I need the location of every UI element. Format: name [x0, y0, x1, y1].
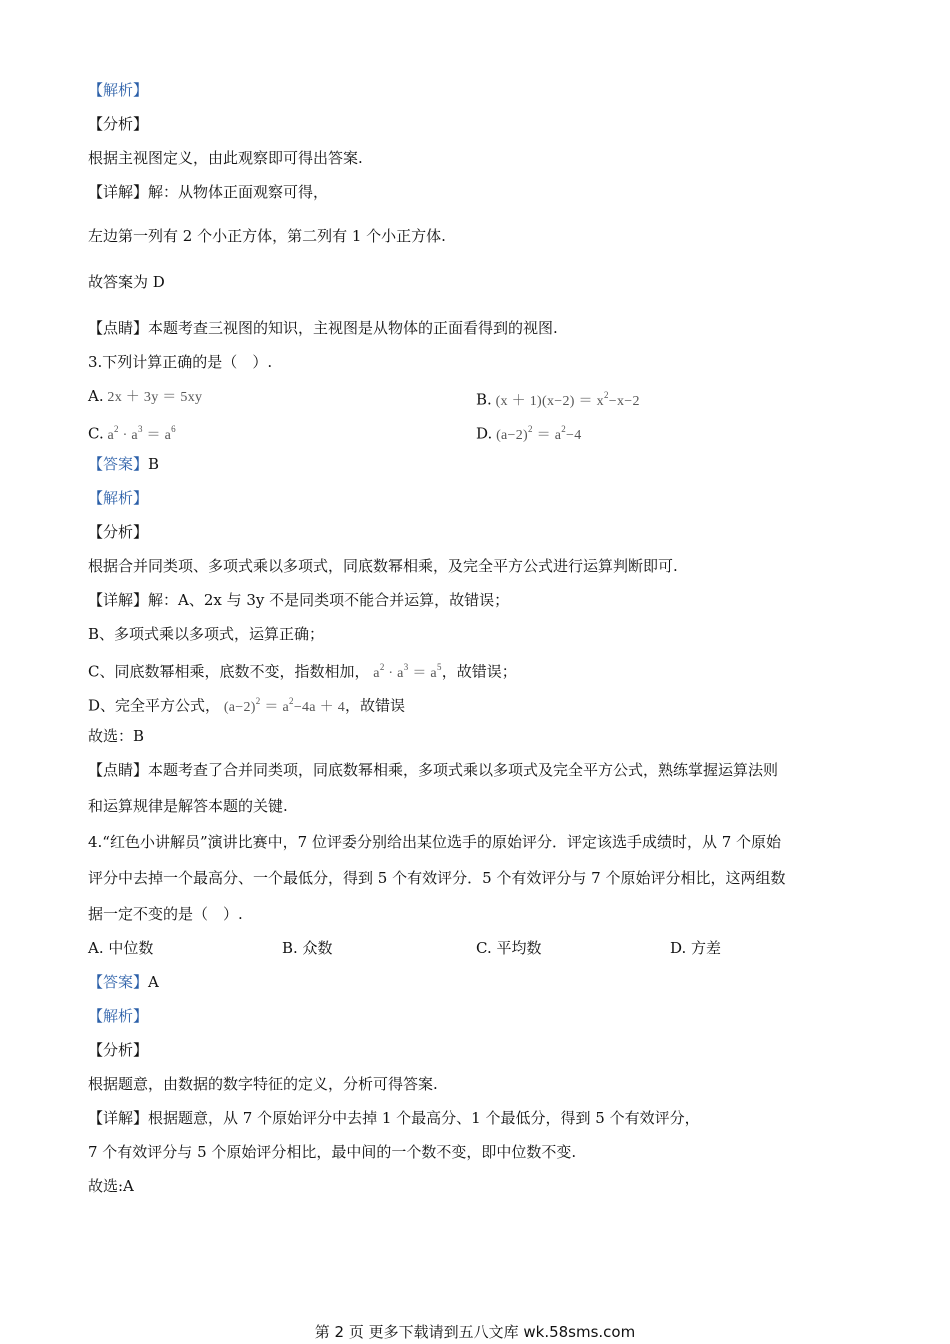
q3-option-b-label: B. [476, 390, 492, 409]
q3-choose: 故选：B [88, 727, 145, 745]
q4-fenxi-label: 【分析】 [88, 1041, 149, 1059]
q4-option-d: D. 方差 [670, 939, 722, 957]
q2-fenxi-text: 根据主视图定义，由此观察即可得出答案. [88, 149, 363, 167]
q3-xiangjie-label: 【详解】 [88, 591, 149, 609]
q3-option-a [88, 386, 202, 408]
q2-jiexi-label: 【解析】 [88, 81, 149, 99]
q2-dianjing-text: 本题考查三视图的知识，主视图是从物体的正面看得到的视图. [148, 319, 558, 337]
q3-option-a-formula: 2x ＋ 3y ＝ 5xy [103, 390, 203, 405]
q3-option-d-label: D. [476, 424, 493, 443]
q3-answer [88, 454, 159, 474]
q4-xiangjie-text: 根据题意，从 7 个原始评分中去掉 1 个最高分、1 个最低分，得到 5 个有效评分， [148, 1109, 700, 1127]
q3-d-line-tail: ，故错误 [345, 696, 406, 715]
q3-option-b-formula: $(x + 1)(x-2) = x^2-x-2$ [491, 390, 640, 409]
q3-fenxi-label: 【分析】 [88, 523, 149, 541]
q2-answer-line: 故答案为 D [88, 273, 165, 291]
q3-xiangjie-text: 解：A、2x 与 3y 不是同类项不能合并运算，故错误； [148, 591, 510, 609]
q3-fenxi-text: 根据合并同类项、多项式乘以多项式，同底数幂相乘，及完全平方公式进行运算判断即可. [88, 557, 678, 575]
q2-xiangjie-text: 解：从物体正面观察可得， [148, 183, 329, 201]
q3-option-b [476, 386, 640, 412]
q3-option-a-label: A. [88, 387, 104, 405]
q3-dianjing-text: 本题考查了合并同类项，同底数幂相乘，多项式乘以多项式及完全平方公式，熟练掌握运算法则 [148, 761, 779, 779]
q2-xiangjie-line2: 左边第一列有 2 个小正方体，第二列有 1 个小正方体. [88, 227, 446, 245]
q3-answer-value: B [148, 455, 160, 473]
q3-d-line [88, 692, 405, 718]
q2-xiangjie-label: 【详解】 [88, 183, 149, 201]
q3-c-line-tail: ，故错误； [441, 662, 517, 681]
q4-choose: 故选:A [88, 1177, 134, 1195]
q4-jiexi-label: 【解析】 [88, 1007, 149, 1025]
q2-xiangjie [88, 182, 328, 202]
q3-dianjing-label: 【点睛】 [88, 761, 149, 779]
q3-d-line-text: D、完全平方公式， [88, 696, 221, 715]
q4-answer [88, 972, 159, 992]
q4-stem-line1: 4.“红色小讲解员”演讲比赛中，7 位评委分别给出某位选手的原始评分．评定该选手成绩时，从 7 个原始 [88, 833, 782, 851]
q3-dianjing-line2: 和运算规律是解答本题的关键. [88, 797, 288, 815]
q3-c-line [88, 658, 517, 684]
q4-answer-value: A [148, 973, 159, 991]
q4-answer-label: 【答案】 [88, 973, 149, 991]
q4-option-b: B. 众数 [282, 939, 333, 957]
q3-xiangjie [88, 590, 509, 610]
q3-option-c [88, 420, 176, 446]
q3-option-c-label: C. [88, 424, 104, 443]
q3-stem: 3.下列计算正确的是（ ）. [88, 353, 273, 371]
q2-dianjing-label: 【点睛】 [88, 319, 149, 337]
q3-c-line-text: C、同底数幂相乘，底数不变，指数相加， [88, 662, 370, 681]
q3-answer-label: 【答案】 [88, 455, 149, 473]
q3-c-line-formula: $a^2 \cdot a^3 = a^5$ [369, 662, 442, 681]
page-footer: 第 2 页 更多下载请到五八文库 wk.58sms.com [314, 1323, 636, 1341]
q3-option-d [476, 420, 582, 446]
q4-option-a: A. 中位数 [88, 939, 154, 957]
q3-option-c-formula: $a^2 \cdot a^3 = a^6$ [103, 424, 176, 443]
q4-xiangjie-label: 【详解】 [88, 1109, 149, 1127]
q2-fenxi-label: 【分析】 [88, 115, 149, 133]
q3-option-d-formula: $(a-2)^2 = a^2-4$ [492, 424, 582, 443]
q4-stem-line2: 评分中去掉一个最高分、一个最低分，得到 5 个有效评分．5 个有效评分与 7 个原始评分相比，这两组数 [88, 869, 786, 887]
q3-d-line-formula: $(a-2)^2 = a^2-4a + 4$ [220, 696, 346, 715]
q2-dianjing [88, 318, 558, 338]
q4-xiangjie-line2: 7 个有效评分与 5 个原始评分相比，最中间的一个数不变，即中位数不变. [88, 1143, 577, 1161]
q3-jiexi-label: 【解析】 [88, 489, 149, 507]
q4-option-c: C. 平均数 [476, 939, 542, 957]
q3-dianjing [88, 760, 778, 780]
q4-stem-line3: 据一定不变的是（ ）. [88, 905, 243, 923]
q4-xiangjie [88, 1108, 700, 1128]
q3-b-line: B、多项式乘以多项式，运算正确； [88, 625, 325, 643]
q4-fenxi-text: 根据题意，由数据的数字特征的定义，分析可得答案. [88, 1075, 438, 1093]
